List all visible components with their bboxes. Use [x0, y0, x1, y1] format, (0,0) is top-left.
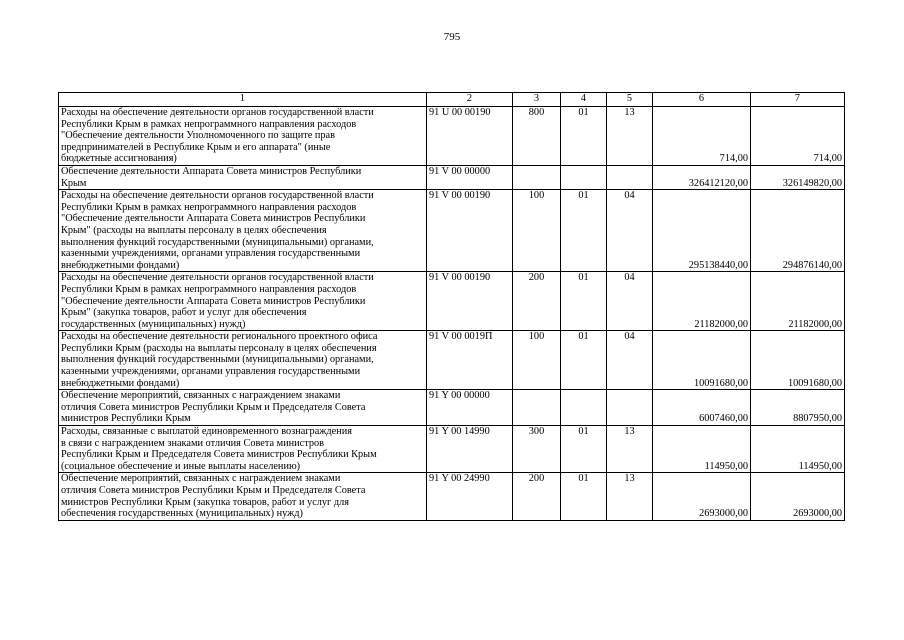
expense-type: 800	[513, 107, 561, 166]
description-line: Расходы на обеспечение деятельности регионального проектного офиса	[61, 331, 378, 343]
section-code: 01	[561, 331, 607, 390]
description-line: Республики Крым и Председателя Совета министров Республики Крым	[61, 449, 377, 461]
row-description	[59, 272, 427, 331]
amount-year-1: 2693000,00	[653, 473, 751, 520]
amount-year-2: 326149820,00	[751, 165, 845, 189]
target-code: 91 Y 00 14990	[427, 426, 513, 473]
expense-type	[513, 165, 561, 189]
section-code: 01	[561, 190, 607, 272]
row-description	[59, 426, 427, 473]
description-line: "Обеспечение деятельности Аппарата Совета министров Республики	[61, 213, 366, 225]
expense-type: 200	[513, 272, 561, 331]
amount-year-2: 10091680,00	[751, 331, 845, 390]
expense-type	[513, 390, 561, 426]
table-row	[59, 426, 845, 473]
amount-year-2: 8807950,00	[751, 390, 845, 426]
description-line: Обеспечение мероприятий, связанных с награждением знаками	[61, 390, 341, 402]
table-row	[59, 165, 845, 189]
subsection-code: 13	[607, 107, 653, 166]
subsection-code	[607, 165, 653, 189]
target-code: 91 V 00 00190	[427, 190, 513, 272]
row-description	[59, 165, 427, 189]
description-line: "Обеспечение деятельности Аппарата Совета министров Республики	[61, 295, 366, 307]
description-line: отличия Совета министров Республики Крым и Председателя Совета	[61, 401, 366, 413]
subsection-code: 13	[607, 473, 653, 520]
description-line: Республики Крым (расходы на выплаты персоналу в целях обеспечения	[61, 342, 377, 354]
table-row	[59, 190, 845, 272]
description-line: выполнения функций государственными (муниципальными) органами,	[61, 354, 374, 366]
description-line: (социальное обеспечение и иные выплаты населению)	[61, 460, 301, 472]
amount-year-1: 295138440,00	[653, 190, 751, 272]
description-line: министров Республики Крым (закупка товаров, работ и услуг для	[61, 496, 349, 508]
description-line: Крым	[61, 177, 87, 189]
description-line: отличия Совета министров Республики Крым и Председателя Совета	[61, 485, 366, 496]
description-line: Крым" (расходы на выплаты персоналу в целях обеспечения	[61, 224, 327, 236]
section-code: 01	[561, 473, 607, 520]
section-code	[561, 390, 607, 426]
amount-year-2: 21182000,00	[751, 272, 845, 331]
amount-year-1: 21182000,00	[653, 272, 751, 331]
column-header: 4	[561, 93, 607, 107]
amount-year-2: 114950,00	[751, 426, 845, 473]
description-line: Республики Крым в рамках непрограммного направления расходов	[61, 283, 357, 295]
amount-year-1: 326412120,00	[653, 165, 751, 189]
description-line: Обеспечение деятельности Аппарата Совета министров Республики	[61, 165, 362, 177]
amount-year-2: 294876140,00	[751, 190, 845, 272]
target-code: 91 V 00 0019П	[427, 331, 513, 390]
table-row	[59, 473, 845, 520]
table-body	[59, 93, 845, 521]
subsection-code: 04	[607, 190, 653, 272]
subsection-code	[607, 390, 653, 426]
description-line: Обеспечение мероприятий, связанных с награждением знаками	[61, 473, 341, 485]
amount-year-1: 714,00	[653, 107, 751, 166]
description-line: государственных (муниципальных) нужд)	[61, 318, 246, 330]
page-number: 795	[443, 31, 461, 43]
column-header: 5	[607, 93, 653, 107]
table-row	[59, 390, 845, 426]
description-line: внебюджетными фондами)	[61, 259, 180, 271]
description-line: Республики Крым в рамках непрограммного направления расходов	[61, 118, 357, 130]
column-header: 3	[513, 93, 561, 107]
budget-table	[58, 92, 845, 521]
description-line: Расходы на обеспечение деятельности органов государственной власти	[61, 107, 374, 118]
target-code: 91 V 00 00190	[427, 272, 513, 331]
table-row	[59, 107, 845, 166]
description-line: выполнения функций государственными (муниципальными) органами,	[61, 236, 374, 248]
subsection-code: 04	[607, 272, 653, 331]
amount-year-1: 6007460,00	[653, 390, 751, 426]
amount-year-2: 2693000,00	[751, 473, 845, 520]
description-line: Крым" (закупка товаров, работ и услуг для обеспечения	[61, 307, 307, 319]
section-code	[561, 165, 607, 189]
expense-type: 100	[513, 331, 561, 390]
section-code: 01	[561, 107, 607, 166]
description-line: предпринимателей в Республике Крым и его аппарата" (иные	[61, 141, 331, 153]
description-line: Расходы на обеспечение деятельности органов государственной власти	[61, 190, 374, 202]
expense-type: 100	[513, 190, 561, 272]
column-header: 7	[751, 93, 845, 107]
table-header-row	[59, 93, 845, 107]
column-header: 1	[59, 93, 427, 107]
amount-year-1: 10091680,00	[653, 331, 751, 390]
column-header: 2	[427, 93, 513, 107]
description-line: в связи с награждением знаками отличия Совета министров	[61, 437, 325, 449]
target-code: 91 Y 00 00000	[427, 390, 513, 426]
description-line: внебюджетными фондами)	[61, 377, 180, 389]
description-line: казенными учреждениями, органами управления государственными	[61, 366, 361, 378]
description-line: обеспечения государственных (муниципальных) нужд)	[61, 508, 303, 520]
description-line: казенными учреждениями, органами управления государственными	[61, 248, 361, 260]
row-description	[59, 390, 427, 426]
table-row	[59, 272, 845, 331]
subsection-code: 13	[607, 426, 653, 473]
row-description	[59, 473, 427, 520]
row-description	[59, 190, 427, 272]
expense-type: 300	[513, 426, 561, 473]
expense-type: 200	[513, 473, 561, 520]
description-line: министров Республики Крым	[61, 413, 191, 425]
target-code: 91 U 00 00190	[427, 107, 513, 166]
row-description	[59, 107, 427, 166]
amount-year-1: 114950,00	[653, 426, 751, 473]
row-description	[59, 331, 427, 390]
table-row	[59, 331, 845, 390]
description-line: Расходы на обеспечение деятельности органов государственной власти	[61, 272, 374, 284]
target-code: 91 Y 00 24990	[427, 473, 513, 520]
target-code: 91 V 00 00000	[427, 165, 513, 189]
description-line: Расходы, связанные с выплатой единовременного вознаграждения	[61, 426, 352, 438]
description-line: Республики Крым в рамках непрограммного направления расходов	[61, 201, 357, 213]
amount-year-2: 714,00	[751, 107, 845, 166]
section-code: 01	[561, 426, 607, 473]
subsection-code: 04	[607, 331, 653, 390]
column-header: 6	[653, 93, 751, 107]
description-line: "Обеспечение деятельности Уполномоченного по защите прав	[61, 130, 335, 142]
section-code: 01	[561, 272, 607, 331]
description-line: бюджетные ассигнования)	[61, 153, 177, 165]
